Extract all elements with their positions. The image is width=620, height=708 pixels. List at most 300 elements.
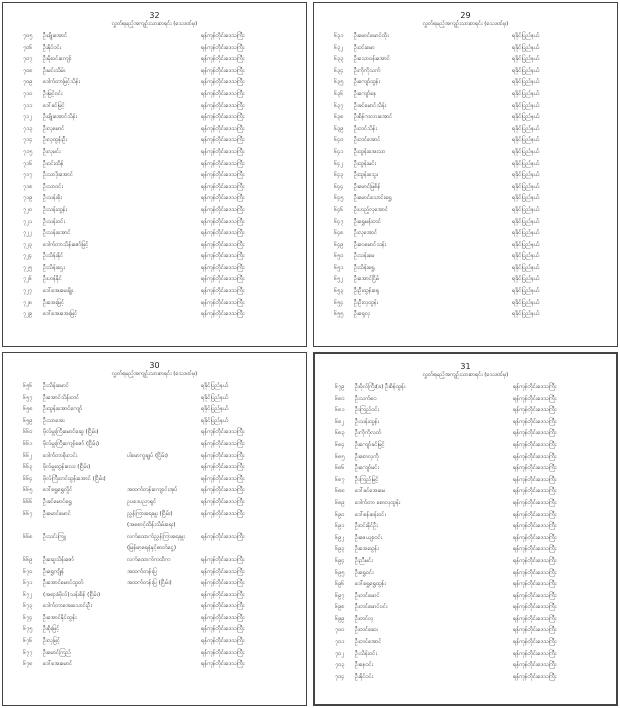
entry-number: ၇၂၈ <box>23 299 33 306</box>
entry-region: ရန်ကုန်တိုင်းဒေသကြီး <box>201 649 245 656</box>
entry-region: ရန်ကုန်တိုင်းဒေသကြီး <box>201 603 245 610</box>
entry-number: ၆၅၈ <box>23 406 33 413</box>
entry-region: ရန်ကုန်တိုင်းဒေသကြီး <box>201 580 245 587</box>
entry-region: ရခိုင်ပြည်နယ် <box>512 114 540 121</box>
list-item <box>23 159 296 171</box>
entry-number: ၆၇၆ <box>23 638 33 645</box>
entry-number: ၆၄၆ <box>334 206 344 213</box>
entry-name: ဦးအေးထွန်း <box>355 546 379 553</box>
list-item <box>334 228 607 240</box>
entry-name: ဦးနိုင်ဝင်း <box>43 44 62 51</box>
entry-number: ၆၈၅ <box>335 453 345 460</box>
entry-number: ၆၇၁ <box>23 580 33 587</box>
entry-number: ၇၂၇ <box>23 288 33 295</box>
entry-number: ၆၆၁ <box>23 440 33 447</box>
entry-title: လက်ထောက်ညွှန်ကြားရေးမှူး <box>127 533 185 540</box>
entry-number: ၆၆၅ <box>23 487 33 494</box>
entry-number: ၆၇၀ <box>23 568 33 575</box>
list-item <box>334 193 607 205</box>
entry-name: ဦးကိုကိုလတ် <box>355 430 382 437</box>
entry-number: ၆၈၃ <box>335 430 345 437</box>
entry-number: ၆၅၂ <box>334 276 344 283</box>
document-page-32 <box>2 2 307 347</box>
entry-region: ရန်ကုန်တိုင်းဒေသကြီး <box>201 288 245 295</box>
entry-name: ဒေါက်တာ စောလှထွန်း <box>355 499 401 506</box>
entry-number: ၇၀၄ <box>335 673 345 680</box>
list-item <box>334 124 607 136</box>
entry-number: ၆၄၉ <box>334 241 344 248</box>
entry-region: ရန်ကုန်တိုင်းဒေသကြီး <box>513 592 557 599</box>
entry-region: ရခိုင်ပြည်နယ် <box>512 137 540 144</box>
list-item <box>335 602 606 614</box>
entry-region: ရန်ကုန်တိုင်းဒေသကြီး <box>201 230 245 237</box>
entry-region: ရန်ကုန်တိုင်းဒေသကြီး <box>201 114 245 121</box>
entry-name: ဒေါက်တာမြင့်သိန်း <box>43 79 80 86</box>
entry-region: ရန်ကုန်တိုင်းဒေသကြီး <box>513 441 557 448</box>
entry-number: ၇၁၂ <box>23 114 33 121</box>
entry-name: ဦးအောင်ငြိမ် <box>354 276 380 283</box>
page-number: 30 <box>149 361 160 370</box>
entry-number: ၆၈၂ <box>335 418 345 425</box>
list-item <box>334 286 607 298</box>
entry-number: ၇၂၄ <box>23 253 33 260</box>
entry-name: ဦးလှထွန်းဦး <box>43 137 68 144</box>
list-item <box>334 147 607 159</box>
entry-number: ၆၄၅ <box>334 195 344 202</box>
entry-number: ၆၆၄ <box>23 475 33 482</box>
list-item <box>23 416 296 428</box>
entry-number: ၆၈၉ <box>335 499 345 506</box>
entry-name: ဦးသက်ဝေ <box>355 395 377 402</box>
page-number: 32 <box>149 11 160 20</box>
entry-number: ၆၇၇ <box>23 649 33 656</box>
entry-name: ဦးထွန်းအောင်ကျော် <box>43 406 83 413</box>
entry-name: ဦးမောင်ကြည် <box>43 649 71 656</box>
page-header: လွှတ်ရမည့်အကျဉ်းသားစာရင်း (သေဒဏ်မှ) <box>422 21 509 27</box>
list-item <box>335 405 606 417</box>
entry-region: ရန်ကုန်တိုင်းဒေသကြီး <box>201 533 245 540</box>
entry-region: ရန်ကုန်တိုင်းဒေသကြီး <box>513 407 557 414</box>
entry-number: ၇၁၅ <box>23 148 33 155</box>
entry-name: ဦးသိန်းမောင် <box>43 383 69 389</box>
entry-name: ဦးမြင့်ဝင်း <box>43 90 63 97</box>
entry-name: ဦးမောင်မောင်ထိုး <box>354 33 389 39</box>
entry-name: ဦးဖျိုးအောင်သိန်း <box>43 114 77 121</box>
entry-number: ၆၆၃ <box>23 464 33 471</box>
entry-number: ၆၃၁ <box>334 33 344 39</box>
list-item <box>334 101 607 113</box>
entry-number: ၇၀၅ <box>23 33 33 39</box>
list-item <box>23 601 296 613</box>
entry-number: ၆၆၉ <box>23 556 33 563</box>
entry-name: ဦးကြည်ဝင်း <box>355 407 380 414</box>
entry-name: ဦးတင်မောင် <box>355 592 380 599</box>
entry-region: ရန်ကုန်တိုင်းဒေသကြီး <box>513 499 557 506</box>
entry-number: ၆၇၄ <box>23 614 33 621</box>
entry-name: ဦးသန်းအောင် <box>43 230 71 237</box>
entry-region: ရခိုင်ပြည်နယ် <box>512 253 540 260</box>
entry-region: ရန်ကုန်တိုင်းဒေသကြီး <box>513 627 557 634</box>
entry-number: ၆၉၅ <box>335 569 345 576</box>
entry-region: ရန်ကုန်တိုင်းဒေသကြီး <box>513 569 557 576</box>
entry-number: ၇၁၉ <box>23 195 33 202</box>
entry-name: ဦးဟန်နိုင် <box>43 276 62 283</box>
entry-region: ရန်ကုန်တိုင်းဒေသကြီး <box>201 299 245 306</box>
list-item <box>23 89 296 101</box>
entry-region: ရန်ကုန်တိုင်းဒေသကြီး <box>513 395 557 402</box>
list-item <box>23 485 296 497</box>
entry-name: ဦးကိုကိုသက် <box>354 67 381 74</box>
entry-region: ရန်ကုန်တိုင်းဒေသကြီး <box>513 418 557 425</box>
entry-region: ရခိုင်ပြည်နယ် <box>512 44 540 51</box>
entry-region: ရန်ကုန်တိုင်းဒေသကြီး <box>201 148 245 155</box>
entry-name: ဦးမောင်မောင် <box>43 510 71 517</box>
entry-region: ရန်ကုန်တိုင်းဒေသကြီး <box>201 183 245 190</box>
entry-region: ရန်ကုန်တိုင်းဒေသကြီး <box>201 661 245 668</box>
list-item <box>335 428 606 440</box>
list-item <box>334 159 607 171</box>
entry-region: ရခိုင်ပြည်နယ် <box>201 417 229 424</box>
entry-name: ဦးဖျိုးအောင် <box>43 33 68 39</box>
entry-number: ၆၄၂ <box>334 160 344 167</box>
entry-title: ဥပဒေပညာရှင် <box>127 498 157 505</box>
list-item <box>23 659 296 671</box>
list-item <box>334 54 607 66</box>
list-item <box>23 112 296 124</box>
entry-list <box>3 381 306 671</box>
list-item <box>23 263 296 275</box>
entry-number: ၆၉၄ <box>335 557 345 564</box>
entry-region: ရန်ကုန်တိုင်းဒေသကြီး <box>201 206 245 213</box>
list-item <box>334 77 607 89</box>
entry-region: ရန်ကုန်တိုင်းဒေသကြီး <box>201 67 245 74</box>
entry-region: ရန်ကုန်တိုင်းဒေသကြီး <box>201 638 245 645</box>
entry-number: ၇၂၃ <box>23 241 33 248</box>
entry-region: ရန်ကုန်တိုင်းဒေသကြီး <box>513 650 557 657</box>
entry-name: ဦးတင်သိန်း <box>354 125 377 132</box>
entry-number: ၇၁၈ <box>23 183 33 190</box>
list-item <box>23 381 296 393</box>
entry-region: ရန်ကုန်တိုင်းဒေသကြီး <box>201 241 245 248</box>
list-item <box>335 440 606 452</box>
entry-number: ၇၂၁ <box>23 218 33 225</box>
entry-number: ၆၉၉ <box>335 615 345 622</box>
entry-name: ဦးတင်အောင် <box>355 639 382 646</box>
list-item <box>335 672 606 684</box>
entry-region: ရန်ကုန်တိုင်းဒေသကြီး <box>513 523 557 530</box>
entry-number: ၇၀၃ <box>335 662 345 669</box>
entry-number: ၆၈၇ <box>335 476 345 483</box>
entry-name: ဦးတင်ဆေး <box>355 627 378 634</box>
entry-number: ၇၂၅ <box>23 264 33 271</box>
entry-region: ရန်ကုန်တိုင်းဒေသကြီး <box>513 673 557 680</box>
list-item <box>23 182 296 194</box>
entry-name: ဦးသန်းထွန်း <box>43 206 67 213</box>
entry-name: ဦးသာဝင်း <box>43 183 63 190</box>
list-item <box>334 309 607 321</box>
entry-region: ရခိုင်ပြည်နယ် <box>512 195 540 202</box>
entry-region: ရန်ကုန်တိုင်းဒေသကြီး <box>513 511 557 518</box>
entry-number: ၇၂၂ <box>23 230 32 237</box>
entry-number: ၆၅၄ <box>334 299 344 306</box>
entry-region: ရန်ကုန်တိုင်းဒေသကြီး <box>201 568 245 575</box>
entry-name: ဦးသန်းစိုး <box>43 195 62 202</box>
entry-region: ရခိုင်ပြည်နယ် <box>512 33 540 39</box>
entry-name: ဦးမောင်သောင်းရွှေ <box>354 195 392 202</box>
entry-name: ဦးသာအေး <box>43 417 65 424</box>
list-item <box>334 251 607 263</box>
entry-number: ၆၅၇ <box>23 394 33 401</box>
entry-number: ၆၈၀ <box>335 395 345 402</box>
entry-region: ရန်ကုန်တိုင်းဒေသကြီး <box>513 465 557 472</box>
list-item <box>335 475 606 487</box>
entry-number: ၆၄၀ <box>334 137 344 144</box>
entry-number: ၆၅၃ <box>334 288 344 295</box>
entry-name: ဗိုလ်မှူးကြီးကျော်ဇော် (ငြိမ်း) <box>43 440 100 447</box>
list-item <box>23 217 296 229</box>
list-item <box>334 274 607 286</box>
entry-region: ရခိုင်ပြည်နယ် <box>512 56 540 63</box>
document-page-29 <box>313 2 618 347</box>
entry-list <box>315 382 616 683</box>
entry-region: ရခိုင်ပြည်နယ် <box>512 160 540 167</box>
entry-number: ၆၆၆ <box>23 498 33 505</box>
entry-name: (အရာခံဗိုလ်)သန်းစိန် (ငြိမ်း) <box>43 591 101 598</box>
document-page-31 <box>313 352 618 706</box>
entry-region: ရန်ကုန်တိုင်းဒေသကြီး <box>201 172 245 179</box>
entry-number: ၆၇၅ <box>23 626 33 633</box>
entry-name: ဦးသိန်းဌေး <box>43 264 65 271</box>
entry-name: ဦးထွန်းအေးသာ <box>354 148 386 155</box>
entry-number: ၆၈၆ <box>335 465 345 472</box>
entry-name: ဦးစိန်ကလားအောင် <box>354 114 393 121</box>
entry-title: ညွှန်ကြားရေးမှူး (ငြိမ်း) <box>127 510 173 517</box>
entry-region: ရခိုင်ပြည်နယ် <box>512 148 540 155</box>
entry-list <box>314 31 617 321</box>
entry-name: ဦးလှအောင် <box>354 230 378 237</box>
entry-name: ဦးသိန်းဝင်း <box>355 650 377 657</box>
entry-region: ရခိုင်ပြည်နယ် <box>512 90 540 97</box>
entry-region: ရခိုင်ပြည်နယ် <box>512 206 540 213</box>
list-item <box>23 193 296 205</box>
entry-number: ၆၃၈ <box>334 114 344 121</box>
entry-region: ရခိုင်ပြည်နယ် <box>512 67 540 74</box>
entry-name: ဦးထွန်းသွေး <box>354 172 378 179</box>
list-item <box>23 509 296 521</box>
list-item <box>335 614 606 626</box>
entry-number: ၆၇၂ <box>23 591 33 598</box>
entry-region: ရန်ကုန်တိုင်းဒေသကြီး <box>513 384 557 390</box>
entry-number: ၆၆၂ <box>23 452 33 459</box>
entry-region: ရန်ကုန်တိုင်းဒေသကြီး <box>513 430 557 437</box>
entry-number: ၆၄၁ <box>334 148 344 155</box>
entry-name: ဦးသိန်းရွှေ <box>354 264 375 271</box>
entry-name: ဦးနေဝင်း <box>355 662 374 669</box>
list-item <box>23 124 296 136</box>
entry-region: ရခိုင်ပြည်နယ် <box>512 230 540 237</box>
list-item <box>23 77 296 89</box>
entry-number: ၇၁၄ <box>23 137 33 144</box>
list-item <box>23 451 296 463</box>
entry-name: ဦးကျော်နေ <box>354 90 377 97</box>
page-header: လွှတ်ရမည့်အကျဉ်းသားစာရင်း (သေဒဏ်မှ) <box>111 21 198 27</box>
entry-title: အထက်တန်းကျောင်းအုပ် <box>127 487 178 494</box>
entry-name: ဦးသောဝန်းအောင် <box>354 56 390 63</box>
entry-number: ၆၅၆ <box>23 383 33 389</box>
entry-number: ၇၁၆ <box>23 160 33 167</box>
entry-name: ဦးသင်းကြူ <box>43 533 66 540</box>
entry-name: ဦးသန်းထွန်း <box>355 418 379 425</box>
entry-name: ဦးရွှေဝင်း <box>355 569 374 576</box>
list-item <box>23 624 296 636</box>
entry-name: ဦးတင်အောင် <box>354 137 381 144</box>
entry-number: ၆၃၇ <box>334 102 344 109</box>
entry-number: ၆၉၃ <box>335 546 345 553</box>
entry-name: ဦးဝင်းနိုင်ဦး <box>355 523 378 530</box>
entry-number: ၆၉၁ <box>335 523 345 530</box>
entry-name: ဦးနိုင်ဝင်း <box>355 673 374 680</box>
list-item <box>23 54 296 66</box>
entry-number: ၇၀၂ <box>335 650 345 657</box>
list-item <box>23 251 296 263</box>
entry-name: ဦးမိုးဝင်းကျော် <box>43 56 72 63</box>
entry-name: ဦးဝင်းမော <box>354 44 375 51</box>
entry-name: ဦးကျော်ထွန်း <box>354 79 380 86</box>
entry-region: ရန်ကုန်တိုင်းဒေသကြီး <box>201 33 245 39</box>
entry-region: ရန်ကုန်တိုင်းဒေသကြီး <box>201 253 245 260</box>
entry-name: ဦးတင်လှ <box>355 615 374 622</box>
entry-region: ရန်ကုန်တိုင်းဒေသကြီး <box>201 475 245 482</box>
entry-name: ဒေါ်ရွှေရွှေထွန်း <box>355 581 386 588</box>
entry-region: ရန်ကုန်တိုင်းဒေသကြီး <box>201 195 245 202</box>
list-item <box>23 101 296 113</box>
entry-region: ရန်ကုန်တိုင်းဒေသကြီး <box>513 639 557 646</box>
entry-name: ဒေါ်ရွှေရွှေလှိုင် <box>43 487 73 494</box>
document-page-30 <box>2 352 307 706</box>
entry-region: ရခိုင်ပြည်နယ် <box>512 183 540 190</box>
list-item <box>23 439 296 451</box>
entry-name: ဦးကြည်မြင့် <box>355 476 379 483</box>
entry-region: ရခိုင်ပြည်နယ် <box>512 79 540 86</box>
list-item <box>23 240 296 252</box>
list-item <box>334 263 607 275</box>
entry-name: ဦးခင်မောင်သိန်း <box>354 102 387 109</box>
entry-name: ဦးရွှေမန်းတင် <box>354 218 381 225</box>
entry-region: ရခိုင်ပြည်နယ် <box>512 125 540 132</box>
entry-name: ဦးကျော်မင်း <box>355 465 379 472</box>
entry-name: ဦးမင်းသိမ်း <box>43 67 66 74</box>
entry-name: ဦးလှမောင် <box>43 125 65 132</box>
entry-region: ရန်ကုန်တိုင်းဒေသကြီး <box>201 626 245 633</box>
list-item <box>335 382 606 394</box>
entry-region: ရန်ကုန်တိုင်းဒေသကြီး <box>201 429 245 436</box>
list-item <box>23 274 296 286</box>
entry-title: အထက်တန်းပြ <box>127 568 157 575</box>
entry-region: ရန်ကုန်တိုင်းဒေသကြီး <box>513 476 557 483</box>
list-item <box>335 625 606 637</box>
entry-name: ဦးလှမြင့် <box>43 638 61 645</box>
list-item <box>23 648 296 660</box>
list-item <box>23 520 296 532</box>
list-item <box>335 417 606 429</box>
entry-name: ဦးခင်မောင်ရွှေ <box>43 498 72 505</box>
entry-name: ဦးဝင်းထိန် <box>43 160 64 167</box>
entry-name: ဦးအောင်သိန်းတင် <box>43 394 80 401</box>
entry-number: ၇၂၀ <box>23 206 33 213</box>
entry-region: ရန်ကုန်တိုင်းဒေသကြီး <box>513 534 557 541</box>
entry-name: ဦးဟည့်လှအောင် <box>354 206 389 213</box>
entry-name: ဦးစောလှကို <box>355 453 379 460</box>
entry-region: ရခိုင်ပြည်နယ် <box>512 102 540 109</box>
list-item <box>23 298 296 310</box>
entry-name: ဦးဝေမောင်သန်း <box>354 241 387 248</box>
entry-region: ရန်ကုန်တိုင်းဒေသကြီး <box>201 440 245 447</box>
entry-number: ၇၂၉ <box>23 311 33 318</box>
entry-region: ရန်ကုန်တိုင်းဒေသကြီး <box>201 137 245 144</box>
list-item <box>335 533 606 545</box>
entry-name: ဒေါ်ခင်အေးမေ <box>355 488 386 495</box>
entry-region: ရခိုင်ပြည်နယ် <box>201 406 229 413</box>
entry-region: ရန်ကုန်တိုင်းဒေသကြီး <box>201 218 245 225</box>
entry-number: ၆၈၈ <box>335 488 345 495</box>
entry-name: ဒေါက်တာအေးသောင်းဦး <box>43 603 92 610</box>
entry-region: ရခိုင်ပြည်နယ် <box>512 299 540 306</box>
list-item <box>23 31 296 43</box>
entry-number: ၆၇၉ <box>335 384 345 390</box>
entry-number: ၆၉၈ <box>335 604 345 611</box>
entry-number: ၆၆၇ <box>23 510 33 517</box>
list-item <box>23 497 296 509</box>
list-item <box>334 31 607 43</box>
list-item <box>334 43 607 55</box>
entry-name: ဦးသန်းဝင်း <box>43 218 65 225</box>
list-item <box>23 147 296 159</box>
entry-region: ရန်ကုန်တိုင်းဒေသကြီး <box>201 44 245 51</box>
entry-number: ၇၁၃ <box>23 125 33 132</box>
entry-number: ၇၀၈ <box>23 67 33 74</box>
entry-name: ဦးကျော်ခင်မြင့် <box>355 441 385 448</box>
entry-number: ၆၈၄ <box>335 441 345 448</box>
page-header: လွှတ်ရမည့်အကျဉ်းသားစာရင်း (သေဒဏ်မှ) <box>111 371 198 377</box>
entry-number: ၆၉၆ <box>335 581 345 588</box>
entry-region: ရန်ကုန်တိုင်းဒေသကြီး <box>201 125 245 132</box>
entry-number: ၆၉၂ <box>335 534 345 541</box>
entry-number: ၇၀၉ <box>23 79 33 86</box>
entry-name: ဦးအောင်နိုင်ထွန်း <box>43 614 77 621</box>
entry-name: ဦးရွှေကျိုန် <box>43 568 64 575</box>
entry-region: ရန်ကုန်တိုင်းဒေသကြီး <box>201 276 245 283</box>
entry-number: ၇၀၁ <box>335 639 345 646</box>
entry-name: ဦးဆွေသိန်းဇော် <box>43 556 75 563</box>
entry-name: ဦးရှေလှ <box>354 311 371 318</box>
entry-title: အထက်တန်းပြ (ငြိမ်း) <box>127 580 172 587</box>
entry-region: ရန်ကုန်တိုင်းဒေသကြီး <box>201 487 245 494</box>
list-item <box>335 463 606 475</box>
entry-region: ရန်ကုန်တိုင်းဒေသကြီး <box>201 56 245 63</box>
entry-region: ရခိုင်ပြည်နယ် <box>201 394 229 401</box>
entry-number: ၇၁၇ <box>23 172 33 179</box>
list-item <box>23 309 296 321</box>
page-number: 29 <box>460 11 471 20</box>
entry-name: ဦးလှမင်း <box>43 148 61 155</box>
entry-number: ၆၅၁ <box>334 264 344 271</box>
entry-name: ဦးထွန်းမင်း <box>354 160 376 167</box>
list-item <box>23 567 296 579</box>
entry-name: ဒေါ်ခင်မြင့် <box>43 102 65 109</box>
list-item <box>23 590 296 602</box>
list-item <box>334 170 607 182</box>
entry-region: ရန်ကုန်တိုင်းဒေသကြီး <box>513 488 557 495</box>
